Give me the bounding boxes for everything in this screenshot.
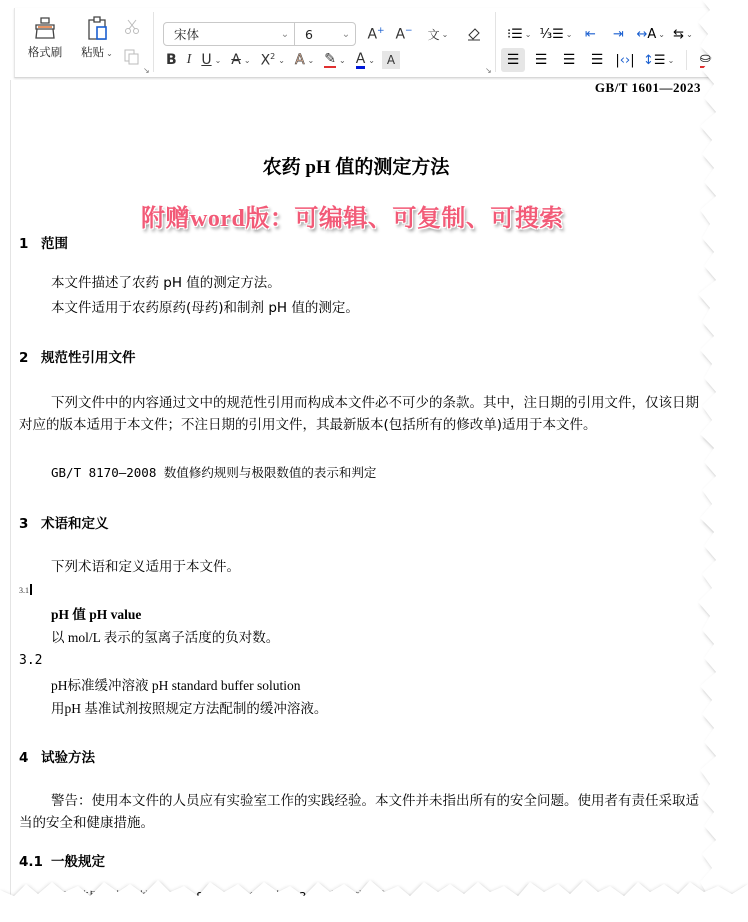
term-number-3-1: 3.1 bbox=[19, 584, 32, 595]
chevron-down-icon: ⌄ bbox=[278, 55, 285, 65]
reference-item: GB/T 8170—2008 数值修约规则与极限数值的表示和判定 bbox=[51, 465, 377, 480]
standard-number: GB/T 1601—2023 bbox=[594, 80, 701, 95]
decrease-indent-button[interactable] bbox=[578, 22, 602, 46]
char-spacing-button[interactable] bbox=[634, 22, 667, 46]
highlight-button[interactable] bbox=[321, 49, 348, 71]
italic-button[interactable] bbox=[184, 49, 195, 71]
strikethrough-icon: A bbox=[231, 52, 241, 68]
align-center-icon: ☰ bbox=[534, 52, 548, 68]
term-definition-3-2: 用pH 基准试剂按照规定方法配制的缓冲溶液。 bbox=[51, 701, 328, 716]
terms-intro: 下列术语和定义适用于本文件。 bbox=[51, 559, 240, 575]
divider bbox=[495, 12, 496, 72]
strikethrough-button[interactable] bbox=[228, 49, 253, 71]
distributed-button[interactable] bbox=[613, 48, 637, 72]
font-size-value: 6 bbox=[305, 26, 313, 42]
grow-font-icon: A+ bbox=[367, 25, 385, 43]
superscript-button[interactable] bbox=[258, 49, 288, 71]
align-right-icon: ☰ bbox=[562, 52, 576, 68]
format-painter-icon bbox=[32, 14, 58, 42]
section-heading-3: 3 术语和定义 bbox=[19, 516, 109, 532]
grow-font-button[interactable] bbox=[365, 23, 387, 45]
format-painter-button[interactable] bbox=[23, 14, 67, 66]
text-effect-icon: A bbox=[294, 52, 305, 68]
paragraph-row-2 bbox=[501, 48, 721, 72]
italic-icon: I bbox=[186, 52, 192, 67]
font-format-row bbox=[163, 48, 404, 72]
bold-icon: B bbox=[166, 52, 177, 68]
clear-format-button[interactable] bbox=[463, 23, 485, 45]
chevron-down-icon: ⌄ bbox=[341, 28, 351, 40]
section-heading-1: 1 范围 bbox=[19, 236, 68, 252]
align-center-button[interactable] bbox=[529, 48, 553, 72]
paste-label: 粘贴 bbox=[81, 45, 105, 59]
chevron-down-icon: ⌄ bbox=[307, 55, 315, 65]
scope-paragraph-2: 本文件适用于农药原药(母药)和制剂 pH 值的测定。 bbox=[51, 300, 359, 316]
document-page[interactable] bbox=[10, 80, 700, 922]
chevron-down-icon: ⌄ bbox=[658, 29, 665, 39]
align-left-button[interactable] bbox=[501, 48, 525, 72]
shrink-font-icon: A− bbox=[395, 25, 413, 43]
scissors-icon bbox=[124, 19, 140, 35]
torn-edge-right bbox=[692, 0, 748, 922]
term-definition-3-1: 以 mol/L 表示的氢离子活度的负对数。 bbox=[51, 630, 280, 645]
chevron-down-icon: ⌄ bbox=[667, 55, 675, 65]
paste-icon bbox=[84, 14, 110, 42]
text-direction-icon: ⇆ bbox=[673, 26, 685, 42]
torn-edge-bottom bbox=[0, 876, 748, 922]
highlight-icon: ✎ bbox=[324, 51, 336, 67]
font-launcher-icon[interactable]: ↘ bbox=[485, 66, 492, 75]
document-title: 农药 pH 值的测定方法 bbox=[262, 157, 450, 178]
numbered-list-icon: ⅓☰ bbox=[539, 26, 564, 42]
bold-button[interactable] bbox=[163, 49, 180, 71]
chevron-down-icon: ⌄ bbox=[368, 55, 375, 65]
watermark-banner: 附赠word版：可编辑、可复制、可搜索 bbox=[141, 206, 564, 232]
distributed-icon: |‹›| bbox=[615, 52, 635, 68]
phonetic-guide-button[interactable] bbox=[421, 23, 455, 45]
paste-button[interactable] bbox=[75, 14, 119, 66]
underline-button[interactable] bbox=[198, 49, 224, 71]
chevron-down-icon: ⌄ bbox=[243, 55, 251, 65]
align-left-icon: ☰ bbox=[506, 52, 520, 68]
text-effect-button[interactable] bbox=[292, 49, 317, 71]
numbered-list-button[interactable] bbox=[538, 22, 575, 46]
chevron-down-icon: ⌄ bbox=[565, 29, 573, 39]
format-painter-label: 格式刷 bbox=[27, 45, 63, 59]
font-color-button[interactable] bbox=[353, 49, 378, 71]
char-spacing-icon: ↔A bbox=[636, 26, 657, 42]
cut-button[interactable] bbox=[121, 16, 143, 38]
warning-paragraph: 警告：使用本文件的人员应有实验室工作的实践经验。本文件并未指出所有的安全问题。使用者有责任采取适当的安全和健康措施。 bbox=[19, 793, 699, 831]
bullet-list-icon: ⁝☰ bbox=[507, 26, 523, 42]
justify-button[interactable] bbox=[585, 48, 609, 72]
bullet-list-button[interactable] bbox=[505, 22, 534, 46]
shrink-font-button[interactable] bbox=[393, 23, 415, 45]
term-title-3-1: pH 值 pH value bbox=[51, 607, 142, 622]
section-heading-4: 4 试验方法 bbox=[19, 750, 95, 766]
increase-indent-icon: ⇥ bbox=[613, 26, 624, 42]
section-heading-2: 2 规范性引用文件 bbox=[19, 350, 136, 366]
text-cursor bbox=[30, 584, 32, 595]
paint-bucket-icon: ⛀ bbox=[699, 51, 711, 66]
chevron-down-icon: ⌄ bbox=[441, 29, 449, 39]
font-size-select[interactable] bbox=[294, 22, 356, 46]
justify-icon: ☰ bbox=[590, 52, 604, 68]
divider bbox=[686, 50, 687, 70]
chevron-down-icon: ⌄ bbox=[338, 55, 346, 65]
section-heading-4-1: 4.1 一般规定 bbox=[19, 854, 105, 870]
chevron-down-icon[interactable]: ⌄ bbox=[106, 49, 113, 58]
line-spacing-button[interactable] bbox=[641, 48, 676, 72]
scope-paragraph-1: 本文件描述了农药 pH 值的测定方法。 bbox=[51, 275, 281, 291]
clipboard-launcher-icon[interactable]: ↘ bbox=[143, 66, 150, 75]
increase-indent-button[interactable] bbox=[606, 22, 630, 46]
phonetic-icon: 文 bbox=[427, 27, 440, 42]
decrease-indent-icon: ⇤ bbox=[585, 26, 596, 42]
chevron-down-icon: ⌄ bbox=[524, 29, 532, 39]
term-number-3-2: 3.2 bbox=[19, 653, 43, 668]
term-title-3-2: pH标准缓冲溶液 pH standard buffer solution bbox=[51, 678, 301, 693]
divider bbox=[153, 12, 154, 72]
font-family-value: 宋体 bbox=[174, 27, 200, 42]
align-right-button[interactable] bbox=[557, 48, 581, 72]
copy-icon bbox=[124, 49, 140, 65]
char-shading-button[interactable] bbox=[382, 51, 400, 69]
paragraph-row-1 bbox=[505, 22, 699, 46]
superscript-icon: $X^2$ bbox=[260, 51, 276, 69]
ribbon-toolbar bbox=[14, 8, 748, 78]
chevron-down-icon: ⌄ bbox=[280, 28, 290, 40]
line-spacing-icon: ↕☰ bbox=[643, 52, 666, 68]
eraser-icon bbox=[466, 26, 482, 42]
chevron-down-icon: ⌄ bbox=[214, 55, 222, 65]
chevron-down-icon: ⌄ bbox=[686, 29, 693, 39]
references-intro: 下列文件中的内容通过文中的规范性引用而构成本文件必不可少的条款。其中，注日期的引用文件，仅该日期对应的版本适用于本文件；不注日期的引用文件，其最新版本(包括所有的修改单)适用于本文件。 bbox=[19, 395, 699, 433]
underline-icon: U bbox=[201, 52, 212, 68]
copy-button[interactable] bbox=[121, 46, 143, 68]
font-color-icon: A bbox=[355, 50, 366, 67]
char-shading-icon: A bbox=[386, 53, 396, 67]
font-family-select[interactable] bbox=[163, 22, 295, 46]
